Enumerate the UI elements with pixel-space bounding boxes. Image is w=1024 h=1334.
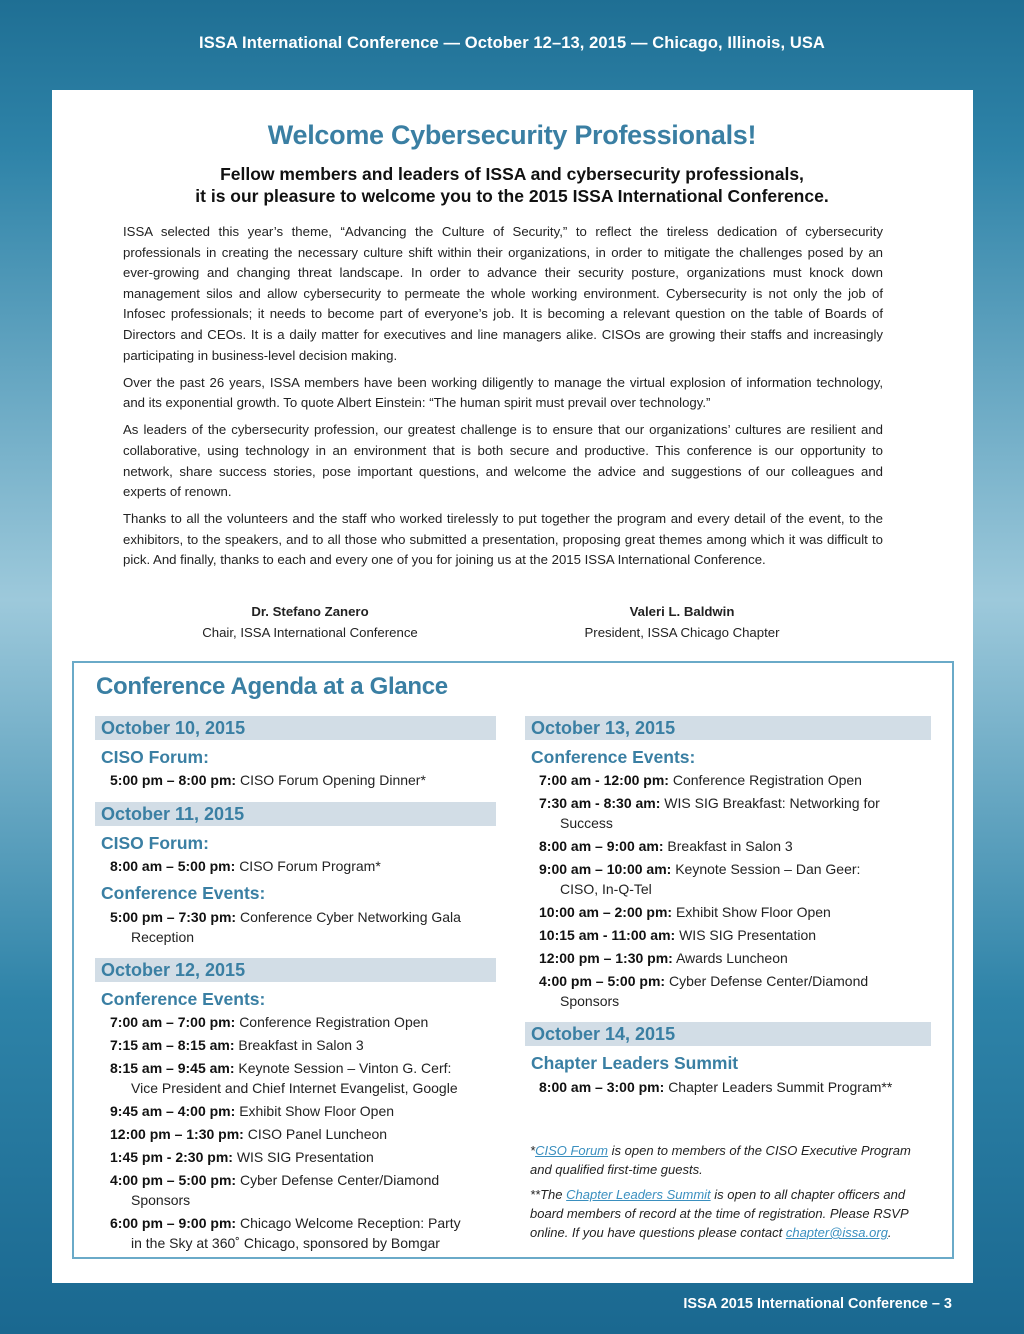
agenda-item [110, 1213, 500, 1253]
letter-paragraph: As leaders of the cybersecurity profession, our greatest challenge is to ensure that our organizations’ cultures are resilient and collaborative, using technology in an environment that is both secure and productive. This conference is our opportunity to network, share success stories, pose important questions, and welcome the advice and suggestions of our colleagues and experts of renown. [123, 422, 883, 500]
item-desc-cont: Success [560, 815, 613, 831]
item-desc: WIS SIG Presentation [236, 1149, 374, 1165]
date-header-oct10: October 10, 2015 [95, 716, 496, 740]
section-heading: Chapter Leaders Summit [531, 1053, 739, 1073]
item-desc: CISO Forum Program* [239, 858, 381, 874]
footnote-summit [530, 1185, 935, 1242]
item-desc-cont: in the Sky at 360˚ Chicago, sponsored by Bomgar [131, 1235, 440, 1251]
signature-chair [160, 601, 460, 643]
agenda-item [110, 1170, 500, 1210]
footnote-marker: **The [530, 1187, 567, 1202]
item-desc: Keynote Session – Dan Geer: [675, 861, 861, 877]
item-desc: Chapter Leaders Summit Program** [668, 1079, 893, 1095]
item-desc-cont: Reception [131, 929, 195, 945]
agenda-item [539, 902, 934, 922]
item-desc: CISO Forum Opening Dinner* [239, 772, 426, 788]
footnote-marker: * [530, 1143, 536, 1158]
agenda-item [539, 948, 934, 968]
agenda-item [539, 925, 934, 945]
signature-name: Dr. Stefano Zanero [251, 604, 369, 619]
welcome-subtitle [0, 163, 1024, 207]
letter-paragraph: ISSA selected this year’s theme, “Advancing the Culture of Security,” to reflect the tireless dedication of cybersecurity professionals in creating the necessary culture shift within their organizations, in order to mitigate the challenges posed by an ever-growing and changing threat landscape. In order to advance their security posture, organizations must knock down management silos and allow cybersecurity to permeate the whole working environment. Cybersecurity is not only the job of Infosec professionals; it needs to become part of everyone’s job. It is becoming a relevant question on the table of Boards of Directors and CEOs. It is a daily matter for executives and line managers alike. CISOs are growing their staffs and increasingly participating in business-level decision making. [123, 224, 883, 363]
item-time: 5:00 pm – 8:00 pm: [110, 772, 237, 788]
agenda-item [110, 1035, 500, 1055]
agenda-item [539, 859, 934, 899]
item-time: 8:00 am – 3:00 pm: [539, 1079, 665, 1095]
item-desc: Conference Registration Open [672, 772, 862, 788]
signature-role: Chair, ISSA International Conference [202, 625, 418, 640]
agenda-item [539, 836, 934, 856]
signature-name: Valeri L. Baldwin [629, 604, 735, 619]
item-desc: Conference Cyber Networking Gala [239, 909, 461, 925]
section-heading: Conference Events: [101, 989, 266, 1009]
item-desc: Breakfast in Salon 3 [667, 838, 793, 854]
footnote-end: . [887, 1225, 892, 1240]
section-heading: CISO Forum: [101, 747, 209, 767]
agenda-item [110, 856, 500, 876]
item-desc: Exhibit Show Floor Open [672, 904, 831, 920]
agenda-item [110, 770, 500, 790]
item-time: 9:00 am – 10:00 am: [539, 861, 672, 877]
signature-role: President, ISSA Chicago Chapter [584, 625, 780, 640]
footnote-text: is open to members of the CISO Executive Program and qualified first-time guests. [530, 1143, 911, 1177]
section-heading: CISO Forum: [101, 833, 209, 853]
item-time: 7:00 am – 7:00 pm: [110, 1014, 236, 1030]
agenda-item [110, 1012, 500, 1032]
item-desc: WIS SIG Presentation [679, 927, 817, 943]
item-desc: WIS SIG Breakfast: Networking for [664, 795, 880, 811]
subtitle-line-1: Fellow members and leaders of ISSA and cybersecurity professionals, [220, 164, 804, 184]
date-header-oct14: October 14, 2015 [525, 1022, 931, 1046]
conference-banner: ISSA International Conference — October 12–13, 2015 — Chicago, Illinois, USA [199, 34, 825, 52]
item-time: 12:00 pm – 1:30 pm: [110, 1126, 244, 1142]
item-time: 10:00 am – 2:00 pm: [539, 904, 673, 920]
email-link[interactable]: chapter@issa.org [785, 1225, 888, 1240]
footnotes [530, 1141, 935, 1248]
agenda-item [539, 1077, 934, 1097]
item-desc-cont: Sponsors [560, 993, 620, 1009]
agenda-item [539, 971, 934, 1011]
date-header-oct12: October 12, 2015 [95, 958, 496, 982]
item-desc: CISO Panel Luncheon [247, 1126, 388, 1142]
item-time: 8:15 am – 9:45 am: [110, 1060, 235, 1076]
item-desc: Conference Registration Open [239, 1014, 429, 1030]
item-desc: Keynote Session – Vinton G. Cerf: [238, 1060, 452, 1076]
signature-president [532, 601, 832, 643]
section-heading: Conference Events: [101, 883, 266, 903]
chapter-leaders-summit-link[interactable]: Chapter Leaders Summit [566, 1187, 711, 1202]
agenda-item [539, 770, 934, 790]
page-footer: ISSA 2015 International Conference – 3 [683, 1296, 952, 1312]
footnote-text: is open to all chapter officers and board members of record at the time of registration. Please RSVP online. If you have questions please contact [530, 1187, 909, 1240]
item-time: 9:45 am – 4:00 pm: [110, 1103, 236, 1119]
item-desc: Breakfast in Salon 3 [238, 1037, 364, 1053]
date-header-oct11: October 11, 2015 [95, 802, 496, 826]
item-time: 5:00 pm – 7:30 pm: [110, 909, 237, 925]
subtitle-line-2: it is our pleasure to welcome you to the 2015 ISSA International Conference. [195, 186, 829, 206]
letter-paragraph: Thanks to all the volunteers and the staff who worked tirelessly to put together the program and every detail of the event, to the exhibitors, to the speakers, and to all those who submitted a presentation, proposing great themes among which it was difficult to pick. And finally, thanks to each and every one of you for joining us at the 2015 ISSA International Conference. [123, 511, 883, 568]
item-time: 7:00 am - 12:00 pm: [539, 772, 669, 788]
item-time: 12:00 pm – 1:30 pm: [539, 950, 673, 966]
item-desc: Cyber Defense Center/Diamond [239, 1172, 440, 1188]
date-header-oct13: October 13, 2015 [525, 716, 931, 740]
letter-paragraph: Over the past 26 years, ISSA members have been working diligently to manage the virtual explosion of information technology, and its exponential growth. To quote Albert Einstein: “The human spirit must prevail over technology.” [123, 374, 883, 411]
agenda-item [110, 1147, 500, 1167]
item-time: 8:00 am – 5:00 pm: [110, 858, 236, 874]
item-time: 1:45 pm - 2:30 pm: [110, 1149, 233, 1165]
item-desc-cont: Sponsors [131, 1192, 191, 1208]
item-desc: Awards Luncheon [675, 950, 788, 966]
footnote-ciso [530, 1141, 935, 1179]
item-time: 8:00 am – 9:00 am: [539, 838, 664, 854]
item-desc-cont: CISO, In-Q-Tel [560, 881, 652, 897]
item-time: 6:00 pm – 9:00 pm: [110, 1215, 237, 1231]
item-desc: Exhibit Show Floor Open [239, 1103, 395, 1119]
item-time: 4:00 pm – 5:00 pm: [110, 1172, 237, 1188]
agenda-item [110, 907, 500, 947]
item-time: 7:30 am - 8:30 am: [539, 795, 661, 811]
item-desc: Cyber Defense Center/Diamond [668, 973, 869, 989]
item-time: 7:15 am – 8:15 am: [110, 1037, 235, 1053]
item-desc: Chicago Welcome Reception: Party [239, 1215, 461, 1231]
item-time: 10:15 am - 11:00 am: [539, 927, 676, 943]
item-time: 4:00 pm – 5:00 pm: [539, 973, 666, 989]
agenda-item [539, 793, 934, 833]
agenda-title: Conference Agenda at a Glance [96, 673, 448, 700]
section-heading: Conference Events: [531, 747, 696, 767]
ciso-forum-link[interactable]: CISO Forum [535, 1143, 609, 1158]
agenda-item [110, 1124, 500, 1144]
item-desc-cont: Vice President and Chief Internet Evangelist, Google [131, 1080, 458, 1096]
page-title: Welcome Cybersecurity Professionals! [267, 120, 757, 150]
agenda-item [110, 1058, 500, 1098]
welcome-letter [123, 222, 883, 578]
agenda-item [110, 1101, 500, 1121]
